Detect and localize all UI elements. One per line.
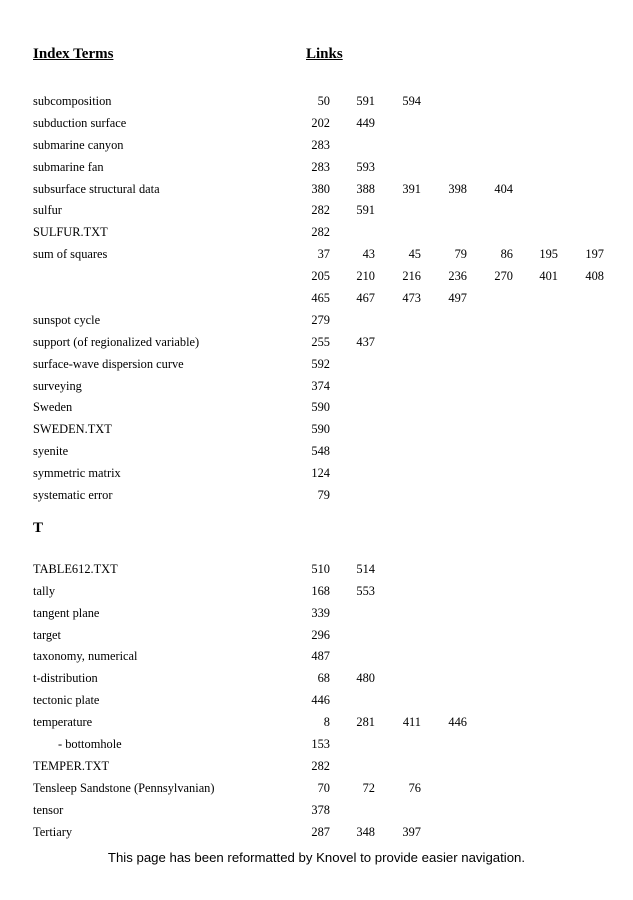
index-term: temperature [33, 715, 93, 730]
index-term: tangent plane [33, 605, 100, 620]
page-link[interactable]: 283 [311, 159, 330, 174]
index-term: symmetric matrix [33, 466, 121, 481]
index-term: submarine fan [33, 159, 104, 174]
page-link[interactable]: 270 [494, 269, 513, 284]
index-entry [0, 397, 633, 419]
index-term: tensor [33, 802, 64, 817]
page-link[interactable]: 408 [585, 269, 604, 284]
page-link[interactable]: 380 [311, 181, 330, 196]
index-entry [0, 157, 633, 179]
page-link[interactable]: 437 [356, 334, 375, 349]
index-term: surface-wave dispersion curve [33, 356, 184, 371]
page-footer: This page has been reformatted by Knovel to provide easier navigation. [107, 850, 526, 865]
page-link[interactable]: 591 [356, 203, 375, 218]
links-header: Links [306, 46, 343, 62]
page-link[interactable]: 446 [311, 693, 330, 708]
index-term: Tertiary [33, 824, 73, 839]
index-entry [0, 756, 633, 778]
page-link[interactable]: 397 [402, 824, 421, 839]
page-link[interactable]: 590 [311, 400, 330, 415]
page-link[interactable]: 195 [539, 247, 558, 262]
index-term: tally [33, 583, 56, 598]
page-link[interactable]: 449 [356, 115, 375, 130]
page-link[interactable]: 255 [311, 334, 330, 349]
index-entry [0, 135, 633, 157]
page-link[interactable]: 548 [311, 444, 330, 459]
page-link[interactable]: 594 [402, 94, 421, 108]
index-term: TEMPER.TXT [33, 758, 110, 773]
page-link[interactable]: 553 [356, 583, 375, 598]
index-term: sunspot cycle [33, 312, 101, 327]
index-term: subduction surface [33, 115, 127, 130]
index-term: tectonic plate [33, 693, 100, 708]
page-link[interactable]: 282 [311, 203, 330, 218]
page-link[interactable]: 281 [356, 715, 375, 730]
index-list [0, 91, 633, 844]
index-entry [0, 668, 633, 690]
page-link[interactable]: 378 [311, 802, 330, 817]
page-link[interactable]: 296 [311, 627, 330, 642]
page-link[interactable]: 68 [317, 671, 330, 686]
page-link[interactable]: 591 [356, 94, 375, 108]
index-entry [0, 354, 633, 376]
index-term: syenite [33, 444, 69, 459]
index-entry [0, 419, 633, 441]
page-link[interactable]: 153 [311, 737, 330, 752]
index-term: SULFUR.TXT [33, 225, 108, 240]
page-link[interactable]: 124 [311, 466, 330, 481]
page-link[interactable]: 70 [317, 780, 330, 795]
page-link[interactable]: 388 [356, 181, 375, 196]
page-link[interactable]: 401 [539, 269, 558, 284]
page-link[interactable]: 283 [311, 137, 330, 152]
index-entry [0, 91, 633, 113]
page-link[interactable]: 282 [311, 758, 330, 773]
page-link[interactable]: 168 [311, 583, 330, 598]
page-link[interactable]: 398 [448, 181, 467, 196]
index-term: sum of squares [33, 247, 108, 262]
page-link[interactable]: 86 [500, 247, 513, 262]
page-link[interactable]: 37 [317, 247, 330, 262]
page-link[interactable]: 473 [402, 291, 421, 306]
index-entry [0, 376, 633, 398]
index-term: Sweden [33, 400, 73, 415]
index-entry [0, 559, 633, 581]
page-link[interactable]: 348 [356, 824, 375, 839]
page-link[interactable]: 79 [454, 247, 467, 262]
index-entry [0, 200, 633, 222]
page-link[interactable]: 514 [356, 561, 375, 576]
page-link[interactable]: 202 [311, 115, 330, 130]
page-link[interactable]: 210 [356, 269, 375, 284]
page-link[interactable]: 510 [311, 561, 330, 576]
page-link[interactable]: 487 [311, 649, 330, 664]
index-term: subcomposition [33, 94, 112, 108]
index-term: t-distribution [33, 671, 98, 686]
page-link[interactable]: 339 [311, 605, 330, 620]
page-link[interactable]: 467 [356, 291, 375, 306]
page-link[interactable]: 43 [362, 247, 375, 262]
page-link[interactable]: 593 [356, 159, 375, 174]
page-link[interactable]: 50 [317, 94, 330, 108]
page-link[interactable]: 446 [448, 715, 467, 730]
index-entry [0, 485, 633, 507]
index-entry [0, 581, 633, 603]
index-entry [0, 463, 633, 485]
index-terms-header: Index Terms [33, 46, 114, 62]
index-entry [0, 800, 633, 822]
page-link[interactable]: 391 [402, 181, 421, 196]
page-link[interactable]: 592 [311, 356, 330, 371]
page-link[interactable]: 411 [402, 715, 421, 730]
index-term: SWEDEN.TXT [33, 422, 112, 437]
index-entry [0, 778, 633, 800]
page-link[interactable]: 197 [585, 247, 604, 262]
page-link[interactable]: 287 [311, 824, 330, 839]
page-link[interactable]: 8 [323, 715, 330, 730]
index-entry [0, 646, 633, 668]
index-entry [0, 244, 633, 266]
index-term: - bottomhole [58, 737, 122, 752]
index-term: Tensleep Sandstone (Pennsylvanian) [33, 780, 215, 795]
index-entry [0, 603, 633, 625]
page-link[interactable]: 404 [494, 181, 513, 196]
index-term: subsurface structural data [33, 181, 160, 196]
page-link[interactable]: 374 [311, 378, 330, 393]
index-entry [0, 288, 633, 310]
page-link[interactable]: 76 [408, 780, 421, 795]
page-link[interactable]: 79 [317, 488, 330, 503]
index-entry [0, 179, 633, 201]
index-term: taxonomy, numerical [33, 649, 138, 664]
index-entry [0, 113, 633, 135]
index-term: support (of regionalized variable) [33, 334, 200, 349]
index-entry [0, 690, 633, 712]
index-term: TABLE612.TXT [33, 561, 118, 576]
page-link[interactable]: 205 [311, 269, 330, 284]
index-entry [0, 310, 633, 332]
index-term: target [33, 627, 61, 642]
index-term: submarine canyon [33, 137, 124, 152]
page-link[interactable]: 282 [311, 225, 330, 240]
index-entry [0, 332, 633, 354]
page-link[interactable]: 45 [408, 247, 421, 262]
index-entry [0, 441, 633, 463]
index-term: surveying [33, 378, 82, 393]
index-entry [0, 712, 633, 734]
page-link[interactable]: 497 [448, 291, 467, 306]
page-link[interactable]: 279 [311, 312, 330, 327]
index-term: sulfur [33, 203, 62, 218]
index-entry [0, 222, 633, 244]
index-entry [0, 625, 633, 647]
index-entry [0, 822, 633, 844]
page-link[interactable]: 216 [402, 269, 421, 284]
index-entry [0, 734, 633, 756]
page-link[interactable]: 590 [311, 422, 330, 437]
page-link[interactable]: 236 [448, 269, 467, 284]
section-letter: T [33, 519, 44, 536]
page-link[interactable]: 480 [356, 671, 375, 686]
page-link[interactable]: 465 [311, 291, 330, 306]
page-link[interactable]: 72 [362, 780, 375, 795]
index-entry [0, 266, 633, 288]
index-term: systematic error [33, 488, 113, 503]
section-letter-row [0, 507, 633, 559]
